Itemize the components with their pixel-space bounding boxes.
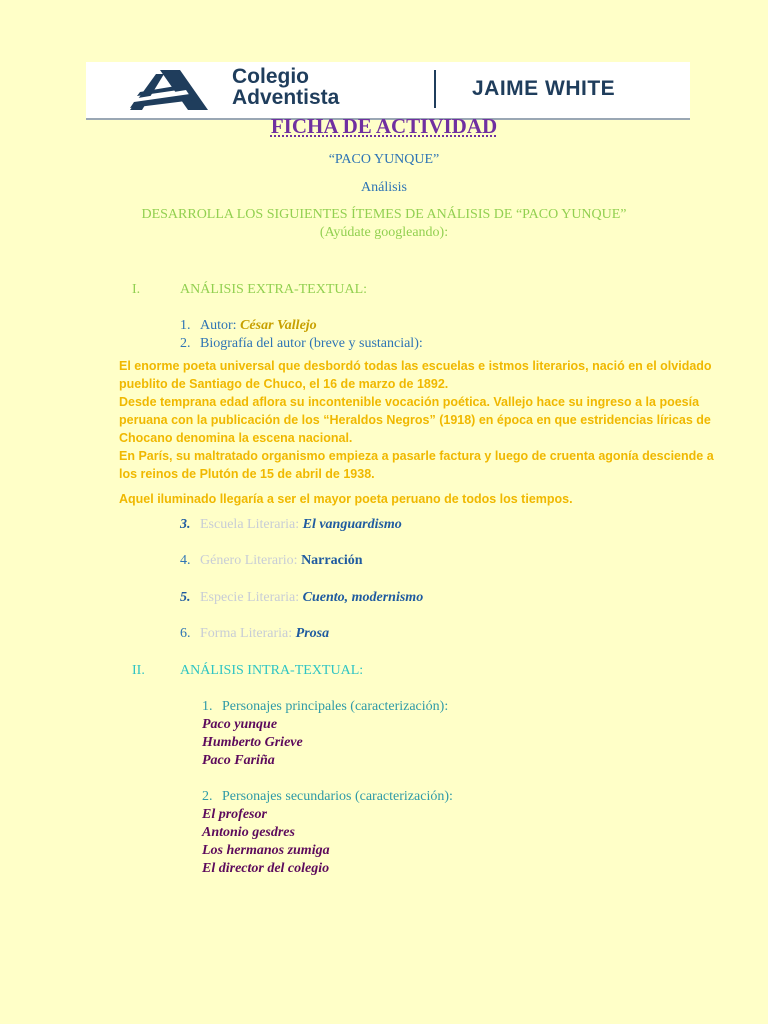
logo-line-2: Adventista <box>232 86 340 109</box>
logo-divider <box>434 70 436 108</box>
item-main-characters <box>202 699 448 715</box>
biography-paragraph: Desde temprana edad aflora su incontenible vocación poética. Vallejo hace su ingreso a la poesía peruana con la publicación de los “Heraldos Negros” (1918) en época en que estridencias líricas de Chocano denomina la escena nacional. <box>119 395 711 445</box>
list-item: Humberto Grieve <box>202 735 303 750</box>
item-label: Personajes secundarios (caracterización): <box>222 789 453 804</box>
subtitle-analysis: Análisis <box>361 180 407 195</box>
section-1-numeral: I. <box>132 282 141 297</box>
item-secondary-characters <box>202 789 453 805</box>
item-number: 6. <box>180 626 191 641</box>
list-item: Paco yunque <box>202 717 278 732</box>
item-value: César Vallejo <box>240 318 317 333</box>
school-logo-icon <box>130 68 212 112</box>
page-title <box>0 114 768 139</box>
item-biografia <box>180 336 423 352</box>
main-characters-list <box>202 716 303 770</box>
section-2-numeral: II. <box>132 663 145 678</box>
instructions: DESARROLLA LOS SIGUIENTES ÍTEMES DE ANÁLISIS DE “PACO YUNQUE” <box>141 207 627 222</box>
item-autor <box>180 318 317 334</box>
item-label: Forma Literaria: <box>200 626 293 641</box>
school-name: JAIME WHITE <box>472 77 616 100</box>
list-item: Los hermanos zumiga <box>202 843 330 858</box>
secondary-characters-list <box>202 806 330 878</box>
item-number: 2. <box>202 789 213 804</box>
list-item: Antonio gesdres <box>202 825 295 840</box>
subtitle: “PACO YUNQUE” <box>328 152 440 167</box>
logo-line-1: Colegio <box>232 65 309 88</box>
item-value: El vanguardismo <box>302 517 402 532</box>
item-number: 1. <box>202 699 213 714</box>
item-number: 2. <box>180 336 191 351</box>
biography-paragraph: En París, su maltratado organismo empieza a pasarle factura y luego de cruenta agonía desciende a los reinos de Plutón de 15 de abril de 1938. <box>119 449 714 481</box>
item-number: 4. <box>180 553 191 568</box>
item-number: 5. <box>180 590 191 605</box>
page-title-text: FICHA DE ACTIVIDAD <box>270 114 498 138</box>
item-value: Cuento, modernismo <box>302 590 424 605</box>
section-1-heading: ANÁLISIS EXTRA-TEXTUAL: <box>180 282 368 297</box>
item-escuela <box>180 517 402 533</box>
item-label: Especie Literaria: <box>200 590 300 605</box>
school-banner <box>86 62 690 120</box>
item-number: 3. <box>180 517 191 532</box>
item-number: 1. <box>180 318 191 333</box>
list-item: Paco Fariña <box>202 753 275 768</box>
item-value: Narración <box>301 553 363 568</box>
item-forma <box>180 626 329 642</box>
item-label: Biografía del autor (breve y sustancial): <box>200 336 423 351</box>
biography-text <box>119 357 714 483</box>
item-label: Escuela Literaria: <box>200 517 300 532</box>
section-2-heading: ANÁLISIS INTRA-TEXTUAL: <box>180 663 364 678</box>
biography-paragraph: El enorme poeta universal que desbordó todas las escuelas e istmos literarios, nació en el olvidado pueblito de Santiago de Chuco, el 16 de marzo de 1892. <box>119 359 712 391</box>
item-label: Género Literario: <box>200 553 298 568</box>
list-item: El profesor <box>202 807 267 822</box>
item-value: Prosa <box>295 626 330 641</box>
item-label: Personajes principales (caracterización): <box>222 699 449 714</box>
logo-text <box>232 66 339 108</box>
list-item: El director del colegio <box>202 861 330 876</box>
item-genero <box>180 553 363 569</box>
item-especie <box>180 590 423 606</box>
instructions-note: (Ayúdate googleando): <box>319 225 449 240</box>
biography-closing: Aquel iluminado llegaría a ser el mayor poeta peruano de todos los tiempos. <box>119 492 573 506</box>
item-label: Autor: <box>200 318 237 333</box>
